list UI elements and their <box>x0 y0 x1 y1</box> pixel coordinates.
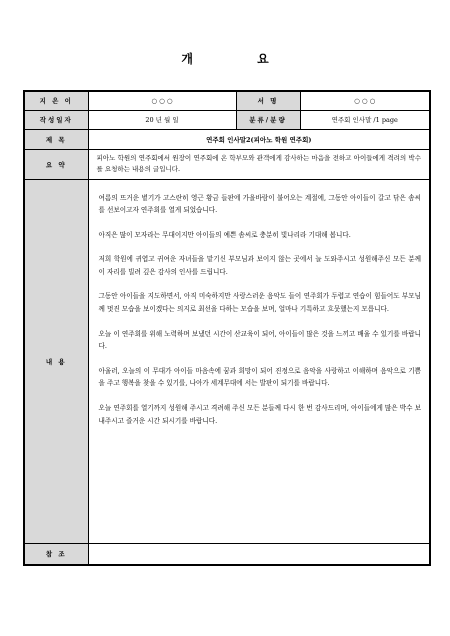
author-label: 지 은 이 <box>24 91 88 110</box>
date-label: 작성일자 <box>24 110 88 129</box>
content-paragraph: 아울러, 오늘의 이 무대가 아이들 마음속에 꿈과 희망이 되어 진정으로 음악을 사랑하고 이해하며 음악으로 기쁨을 주고 행복을 찾을 수 있기를, 나아가 세계무대에 서는 발판이 되기를 바랍니다. <box>98 366 421 388</box>
summary-text: 피아노 학원의 연주회에서 원장이 연주회에 온 학부모와 관객에게 감사하는 마음을 전하고 아이들에게 격려의 박수를 요청하는 내용의 글입니다. <box>88 149 430 179</box>
document-title: 개 요 <box>181 52 299 66</box>
reference-value <box>88 543 430 565</box>
content-paragraph: 오늘 이 연주회를 위해 노력하며 보냈던 시간이 산교육이 되어, 아이들이 많은 것을 느끼고 배울 수 있기를 바랍니다. <box>98 329 421 351</box>
content-paragraph: 여름의 뜨거운 볕기가 고스란히 영근 황금 들판에 가을바람이 불어오는 계절에, 그동안 아이들이 갈고 닦은 솜씨를 선보이고자 연주회를 열게 되었습니다. <box>98 193 421 215</box>
date-value: 20 년 월 일 <box>88 110 236 129</box>
author-value: ○ ○ ○ <box>88 91 236 110</box>
signature-value: ○ ○ ○ <box>300 91 430 110</box>
content-paragraph: 그동안 아이들을 지도하면서, 아직 미숙하지만 사랑스러운 음악도 들이 연주회가 두렵고 연습이 힘들어도 부모님께 멋진 모습을 보이겠다는 의지로 최선을 다하는 모습을 보며, 얼마나 기특하고 흐뭇했는지 모릅니다. <box>98 292 421 314</box>
content-label: 내 용 <box>24 179 88 543</box>
content-paragraph: 아직은 많이 모자라는 무대이지만 아이들의 예쁜 솜씨로 충분히 빛나리라 기대해 봅니다. <box>98 230 351 239</box>
title-row <box>24 129 430 149</box>
author-row <box>24 91 430 110</box>
title-value: 연주회 인사말2(피아노 학원 연주회) <box>88 129 430 149</box>
reference-row <box>24 543 430 565</box>
title-label: 제 목 <box>24 129 88 149</box>
reference-label: 참 조 <box>24 543 88 565</box>
signature-label: 서 명 <box>236 91 300 110</box>
summary-label: 요 약 <box>24 149 88 179</box>
content-paragraph: 오늘 연주회를 열기까지 성원해 주시고 격려해 주신 모든 분들께 다시 한 번 감사드리며, 아이들에게 많은 박수 보내주시고 즐거운 시간 되시기를 바랍니다. <box>98 404 421 425</box>
category-label: 분류/분량 <box>236 110 300 129</box>
content-paragraph: 저희 학원에 귀엽고 귀여운 자녀들을 맡기신 부모님과 보이지 않는 곳에서 늘 도와주시고 성원해주신 모든 분께 이 자리를 빌려 깊은 감사의 인사를 드립니다. <box>98 255 421 276</box>
category-value: 연주회 인사말 /1 page <box>300 110 430 129</box>
content-row <box>24 179 430 543</box>
summary-row <box>24 149 430 179</box>
overview-form-table <box>23 90 431 566</box>
content-body <box>88 179 430 543</box>
date-row <box>24 110 430 129</box>
